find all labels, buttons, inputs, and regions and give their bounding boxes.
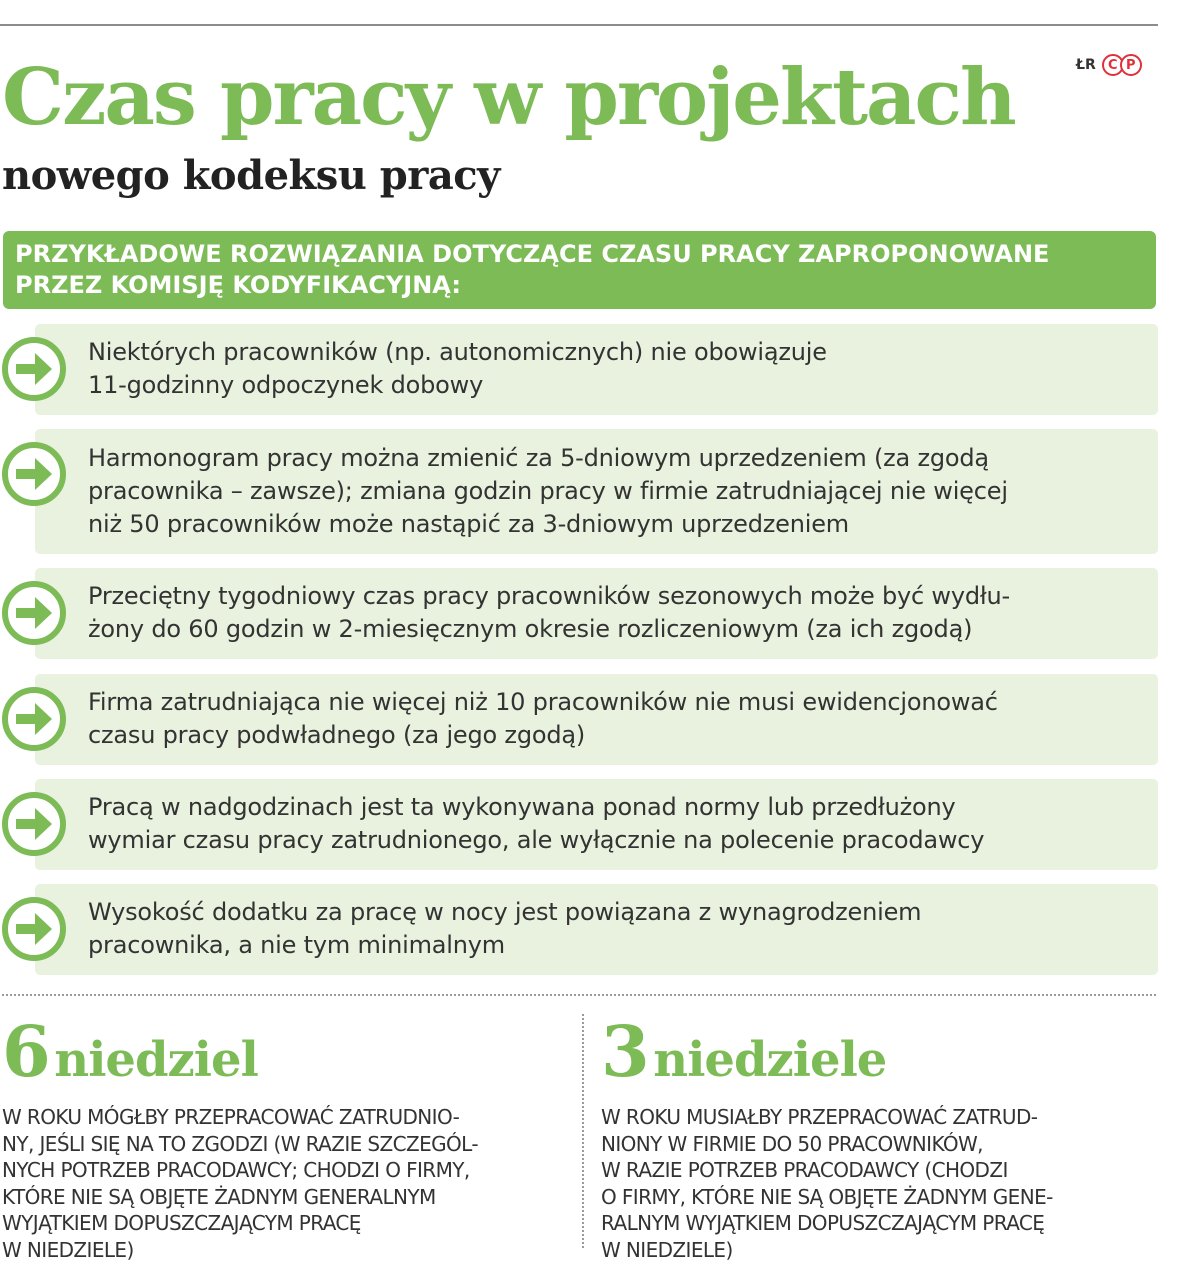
banner-line: PRZYKŁADOWE ROZWIĄZANIA DOTYCZĄCE CZASU PRACY ZAPROPONOWANE <box>15 240 1050 268</box>
stat-line: NY, JEŚLI SIĘ NA TO ZGODZI (W RAZIE SZCZEGÓL- <box>2 1131 478 1156</box>
author-credit <box>1076 50 1142 80</box>
top-divider <box>0 24 1158 26</box>
stat-line: W ROKU MUSIAŁBY PRZEPRACOWAĆ ZATRUD- <box>601 1105 1038 1129</box>
item-line: 11-godzinny odpoczynek dobowy <box>88 371 484 399</box>
arrow-right-icon <box>2 687 66 751</box>
list-item <box>0 884 1158 975</box>
arrow-right-icon <box>2 337 66 401</box>
stat-description <box>2 1104 572 1263</box>
item-line: Wysokość dodatku za pracę w nocy jest powiązana z wynagrodzeniem <box>88 898 922 926</box>
author-initials: ŁR <box>1076 57 1096 73</box>
list-item <box>0 324 1158 415</box>
page-subtitle: nowego kodeksu pracy <box>2 152 500 199</box>
item-text <box>88 791 1128 857</box>
item-line: czasu pracy podwładnego (za jego zgodą) <box>88 721 586 749</box>
arrow-right-icon <box>2 792 66 856</box>
stat-line: W ROKU MÓGŁBY PRZEPRACOWAĆ ZATRUDNIO- <box>2 1105 460 1129</box>
stat-line: O FIRMY, KTÓRE NIE SĄ OBJĘTE ŻADNYM GENE- <box>601 1184 1053 1209</box>
logo-letter-c: C <box>1102 54 1124 76</box>
stat-number: 6 <box>2 1010 49 1093</box>
arrow-right-icon <box>2 442 66 506</box>
section-banner <box>3 231 1156 309</box>
item-line: Firma zatrudniająca nie więcej niż 10 pracowników nie musi ewidencjonować <box>88 688 998 716</box>
section-divider <box>2 994 1156 996</box>
stat-line: W RAZIE POTRZEB PRACODAWCY (CHODZI <box>601 1158 1008 1182</box>
item-text <box>88 896 1128 962</box>
stat-description <box>601 1104 1161 1263</box>
item-line: pracownika, a nie tym minimalnym <box>88 931 505 959</box>
banner-line: PRZEZ KOMISJĘ KODYFIKACYJNĄ: <box>15 271 461 299</box>
stat-line: W NIEDZIELE) <box>2 1237 134 1262</box>
item-text <box>88 580 1128 646</box>
list-item <box>0 568 1158 659</box>
item-text <box>88 442 1128 541</box>
stat-line: KTÓRE NIE SĄ OBJĘTE ŻADNYM GENERALNYM <box>2 1184 436 1209</box>
logo-letter-p: P <box>1120 54 1142 76</box>
stat-number: 3 <box>601 1010 648 1093</box>
list-item <box>0 429 1158 554</box>
item-line: Przeciętny tygodniowy czas pracy pracowników sezonowych może być wydłu- <box>88 582 1010 610</box>
cp-logo-icon <box>1102 54 1142 76</box>
item-line: żony do 60 godzin w 2-miesięcznym okresie rozliczeniowym (za ich zgodą) <box>88 615 973 643</box>
item-text <box>88 686 1128 752</box>
item-text <box>88 336 1128 402</box>
stat-line: RALNYM WYJĄTKIEM DOPUSZCZAJĄCYM PRACĘ <box>601 1211 1045 1235</box>
stat-line: W NIEDZIELE) <box>601 1237 733 1262</box>
stat-line: WYJĄTKIEM DOPUSZCZAJĄCYM PRACĘ <box>2 1211 361 1235</box>
item-line: Pracą w nadgodzinach jest ta wykonywana ponad normy lub przedłużony <box>88 793 956 821</box>
list-item <box>0 674 1158 765</box>
page-title: Czas pracy w projektach <box>2 52 1015 143</box>
stat-heading <box>2 1010 572 1094</box>
item-line: niż 50 pracowników może nastąpić za 3-dniowym uprzedzeniem <box>88 510 849 538</box>
stat-unit: niedziel <box>54 1032 258 1088</box>
stat-line: NYCH POTRZEB PRACODAWCY; CHODZI O FIRMY, <box>2 1158 470 1182</box>
arrow-right-icon <box>2 897 66 961</box>
stat-heading <box>601 1010 1161 1094</box>
stat-three-sundays <box>601 1010 1161 1263</box>
item-line: pracownika – zawsze); zmiana godzin pracy w firmie zatrudniającej nie więcej <box>88 477 1008 505</box>
stat-line: NIONY W FIRMIE DO 50 PRACOWNIKÓW, <box>601 1131 983 1156</box>
list-item <box>0 779 1158 870</box>
stat-six-sundays <box>2 1010 572 1263</box>
stat-unit: niedziele <box>653 1032 887 1088</box>
arrow-right-icon <box>2 581 66 645</box>
item-line: Niektórych pracowników (np. autonomicznych) nie obowiązuje <box>88 338 827 366</box>
item-line: wymiar czasu pracy zatrudnionego, ale wyłącznie na polecenie pracodawcy <box>88 826 985 854</box>
item-line: Harmonogram pracy można zmienić za 5-dniowym uprzedzeniem (za zgodą <box>88 444 989 472</box>
column-divider <box>582 1014 584 1248</box>
